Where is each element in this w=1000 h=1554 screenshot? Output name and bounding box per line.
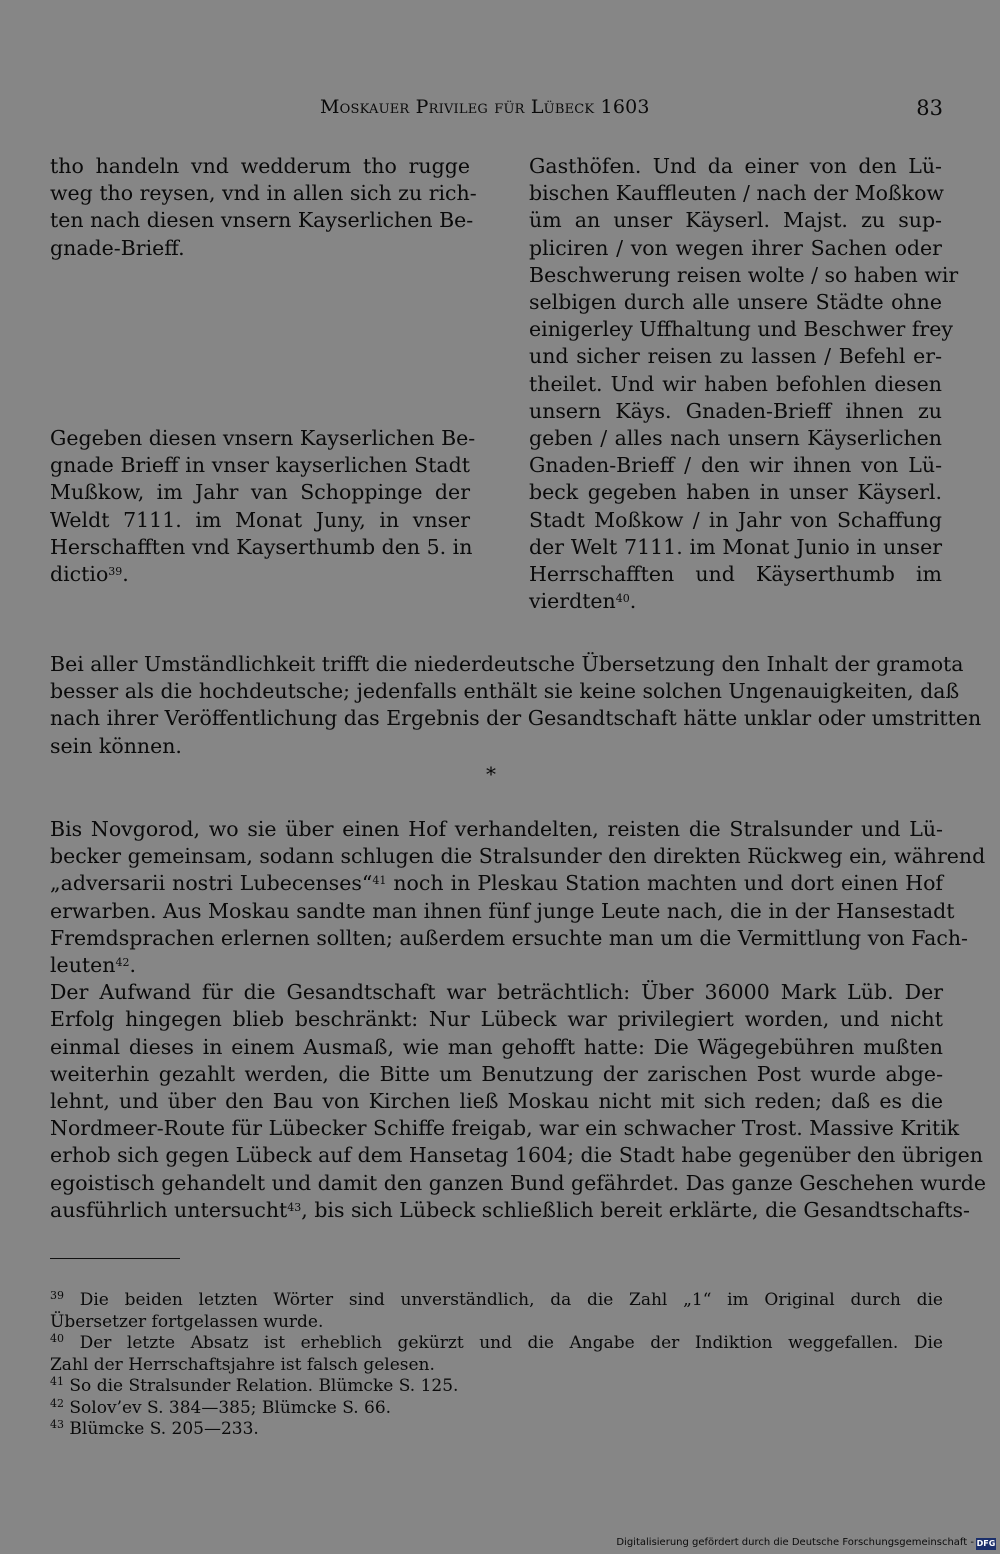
- footnote-divider: [50, 1258, 180, 1259]
- footnotes: [50, 1290, 943, 1441]
- footnote-number: 39: [50, 1289, 64, 1302]
- text-line: [50, 561, 470, 588]
- text-fragment: , bis sich Lübeck schließlich bereit erklärte, die Gesandtschafts-: [301, 1197, 970, 1222]
- text-line: [50, 952, 943, 979]
- text-line: nach ihrer Veröffentlichung das Ergebnis der Gesandtschaft hätte unklar oder umstritten: [50, 706, 982, 731]
- text-line: Stadt Moßkow / in Jahr von Schaffung: [529, 507, 942, 532]
- text-fragment: noch in Pleskau Station machten und dort einen Hof: [386, 871, 943, 896]
- text-line: erwarben. Aus Moskau sandte man ihnen fünf junge Leute nach, die in der Hansestadt: [50, 898, 955, 923]
- page-number: 83: [916, 96, 943, 120]
- text-line: Herschafften vnd Kayserthumb den 5. in: [50, 534, 473, 559]
- text-line: tho handeln vnd wedderum tho rugge: [50, 154, 470, 178]
- paragraph-2: [50, 816, 987, 1224]
- footnote-number: 42: [50, 1396, 64, 1410]
- footnote-ref: 42: [115, 956, 130, 970]
- text-line: Fremdsprachen erlernen sollten; außerdem ersuchte man um die Vermittlung von Fach-: [50, 925, 968, 950]
- text-line: Beschwerung reisen wolte / so haben wir: [529, 262, 959, 287]
- text-line: üm an unser Käyserl. Majst. zu sup-: [529, 208, 942, 233]
- text-fragment: vierdten: [529, 589, 616, 614]
- footnote-number: 43: [50, 1418, 64, 1431]
- left-column-top: [50, 153, 477, 262]
- text-line: beck gegeben haben in unser Käyserl.: [529, 480, 942, 505]
- dfg-logo: DFG: [976, 1539, 996, 1548]
- footnote-line: [50, 1376, 943, 1398]
- text-line: sein können.: [50, 733, 182, 758]
- footnote-line: Zahl der Herrschaftsjahre ist falsch gelesen.: [50, 1354, 435, 1375]
- funding-credit: Digitalisierung gefördert durch die Deutsche Forschungsgemeinschaft -: [616, 1537, 974, 1548]
- text-line: bischen Kauffleuten / nach der Moßkow: [529, 181, 944, 206]
- text-line: selbigen durch alle unsere Städte ohne: [529, 290, 942, 315]
- paragraph-1: [50, 651, 982, 760]
- right-column: [529, 153, 959, 615]
- text-line: [529, 588, 942, 615]
- text-line: weiterhin gezahlt werden, die Bitte um Benutzung der zarischen Post wurde abge-: [50, 1061, 943, 1086]
- footnote-ref: 41: [372, 874, 387, 888]
- text-line: Weldt 7111. im Monat Juny, in vnser: [50, 507, 470, 532]
- text-line: pliciren / von wegen ihrer Sachen oder: [529, 235, 942, 260]
- text-line: Bei aller Umständlichkeit trifft die niederdeutsche Übersetzung den Inhalt der gramota: [50, 652, 964, 676]
- text-line: Gasthöfen. Und da einer von den Lü-: [529, 154, 942, 178]
- text-fragment: leuten: [50, 953, 116, 978]
- footnote-number: 41: [50, 1375, 64, 1388]
- text-fragment: dictio: [50, 562, 109, 587]
- text-fragment: .: [122, 562, 129, 587]
- text-line: Gegeben diesen vnsern Kayserlichen Be-: [50, 426, 476, 450]
- text-line: weg tho reysen, vnd in allen sich zu rich-: [50, 181, 477, 206]
- footnote-line: [50, 1290, 943, 1312]
- text-line: geben / alles nach unsern Käyserlichen: [529, 426, 942, 451]
- text-line: einmal dieses in einem Ausmaß, wie man gehofft hatte: Die Wägegebühren mußten: [50, 1034, 943, 1059]
- footnote-ref: 39: [108, 565, 123, 579]
- text-line: Bis Novgorod, wo sie über einen Hof verhandelten, reisten die Stralsunder und Lü-: [50, 817, 943, 841]
- text-line: und sicher reisen zu lassen / Befehl er-: [529, 344, 942, 369]
- text-line: lehnt, und über den Bau von Kirchen ließ Moskau nicht mit sich reden; daß es die: [50, 1089, 943, 1114]
- text-line: Gnaden-Brieff / den wir ihnen von Lü-: [529, 453, 942, 478]
- footnote-text: Solov’ev S. 384—385; Blümcke S. 66.: [69, 1397, 392, 1418]
- page-header: [50, 96, 943, 126]
- text-line: egoistisch gehandelt und damit den ganzen Bund gefährdet. Das ganze Geschehen wurde: [50, 1170, 987, 1195]
- footnote-ref: 43: [287, 1200, 302, 1214]
- text-line: Herrschafften und Käyserthumb im: [529, 562, 942, 587]
- footnote-line: [50, 1398, 943, 1420]
- left-column-bottom: [50, 425, 476, 588]
- text-line: Nordmeer-Route für Lübecker Schiffe freigab, war ein schwacher Trost. Massive Kritik: [50, 1116, 960, 1141]
- text-fragment: .: [629, 589, 637, 614]
- text-line: einigerley Uffhaltung und Beschwer frey: [529, 317, 953, 342]
- text-line: erhob sich gegen Lübeck auf dem Hansetag 1604; die Stadt habe gegenüber den übrigen: [50, 1143, 984, 1168]
- footnote-text: Blümcke S. 205—233.: [69, 1419, 259, 1439]
- running-title: Moskauer Privileg für Lübeck 1603: [320, 96, 650, 118]
- text-line: ten nach diesen vnsern Kayserlichen Be-: [50, 208, 474, 233]
- text-fragment: ausführlich untersucht: [50, 1197, 288, 1222]
- text-line: besser als die hochdeutsche; jedenfalls enthält sie keine solchen Ungenauigkeiten, daß: [50, 679, 960, 704]
- footnote-text: Der letzte Absatz ist erheblich gekürzt und die Angabe der Indiktion weggefallen. Die: [79, 1333, 943, 1353]
- text-line: gnade-Brieff.: [50, 235, 185, 260]
- text-line: Mußkow, im Jahr van Schoppinge der: [50, 480, 470, 505]
- footnote-number: 40: [50, 1332, 64, 1345]
- footnote-text: So die Stralsunder Relation. Blümcke S. 125.: [69, 1376, 459, 1396]
- text-fragment: „adversarii nostri Lubecenses“: [50, 871, 373, 896]
- footnote-line: Übersetzer fortgelassen wurde.: [50, 1311, 324, 1332]
- text-line: [50, 870, 943, 897]
- text-line: theilet. Und wir haben befohlen diesen: [529, 371, 942, 396]
- text-line: becker gemeinsam, sodann schlugen die Stralsunder den direkten Rückweg ein, während: [50, 844, 986, 869]
- text-fragment: .: [129, 953, 136, 978]
- text-line: der Welt 7111. im Monat Junio in unser: [529, 534, 942, 559]
- text-line: unsern Käys. Gnaden-Brieff ihnen zu: [529, 398, 942, 423]
- footnote-line: [50, 1419, 943, 1441]
- footnote-text: Die beiden letzten Wörter sind unverständlich, da die Zahl „1“ im Original durch die: [79, 1290, 943, 1310]
- footnote-line: [50, 1333, 943, 1355]
- footnote-ref: 40: [615, 592, 630, 606]
- text-line: Erfolg hingegen blieb beschränkt: Nur Lübeck war privilegiert worden, und nicht: [50, 1007, 943, 1032]
- text-line: Der Aufwand für die Gesandtschaft war beträchtlich: Über 36000 Mark Lüb. Der: [50, 980, 943, 1005]
- text-line: gnade Brieff in vnser kayserlichen Stadt: [50, 453, 470, 478]
- text-line: [50, 1197, 970, 1224]
- section-separator: *: [486, 762, 496, 786]
